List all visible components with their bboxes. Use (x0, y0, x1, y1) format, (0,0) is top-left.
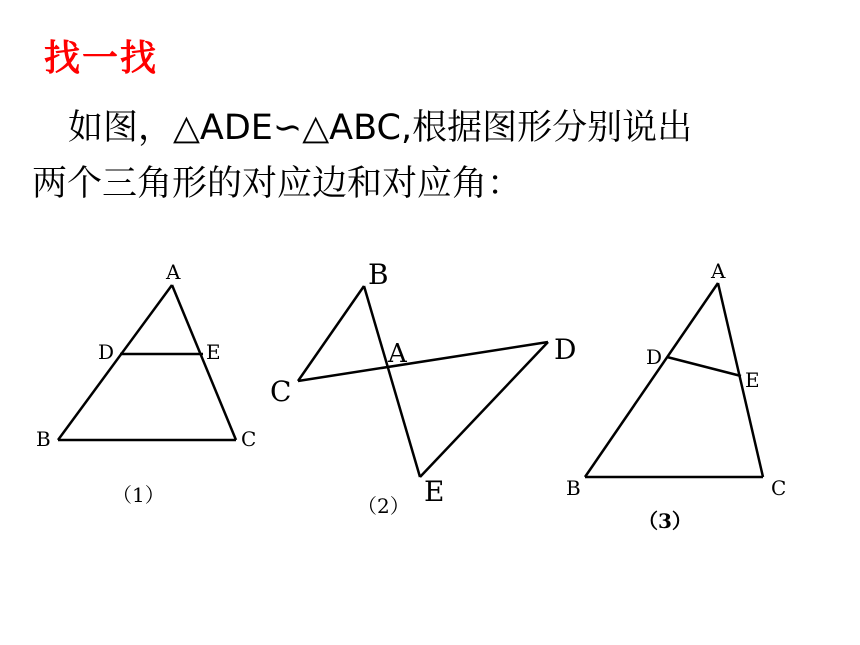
fig3-label-e: E (745, 368, 760, 392)
fig1-label-a: A (166, 260, 181, 284)
fig3-label-a: A (711, 259, 726, 283)
prompt-line-1: 如图，△ADE∽△ABC,根据图形分别说出 (68, 108, 693, 148)
fig2-label-a: A (388, 339, 407, 369)
figure-3 (585, 283, 763, 477)
fig3-caption: （3） (638, 509, 692, 533)
fig1-caption: （1） (112, 483, 165, 507)
fig2-side-cd (298, 342, 548, 381)
fig3-side-de (667, 357, 741, 376)
fig2-label-d: D (554, 333, 577, 366)
fig2-side-bc (298, 286, 364, 381)
fig3-side-ab (585, 283, 718, 477)
fig1-side-ac (172, 285, 236, 440)
fig1-label-e: E (206, 340, 221, 364)
fig2-side-be (364, 286, 420, 477)
section-title: 找一找 (44, 38, 159, 79)
prompt-line-2: 两个三角形的对应边和对应角： (32, 164, 523, 204)
fig3-label-d: D (646, 345, 663, 369)
fig2-caption: （2） (357, 494, 410, 518)
fig1-side-ab (58, 285, 172, 440)
fig3-label-c: C (771, 476, 787, 500)
figure-2 (298, 286, 548, 477)
fig2-label-c: C (270, 375, 292, 408)
fig3-label-b: B (566, 476, 581, 500)
fig2-side-de (420, 342, 548, 477)
fig1-label-d: D (98, 340, 115, 364)
fig2-label-b: B (368, 258, 389, 291)
fig1-label-b: B (36, 427, 51, 451)
fig2-label-e: E (424, 475, 445, 508)
fig1-label-c: C (241, 427, 257, 451)
